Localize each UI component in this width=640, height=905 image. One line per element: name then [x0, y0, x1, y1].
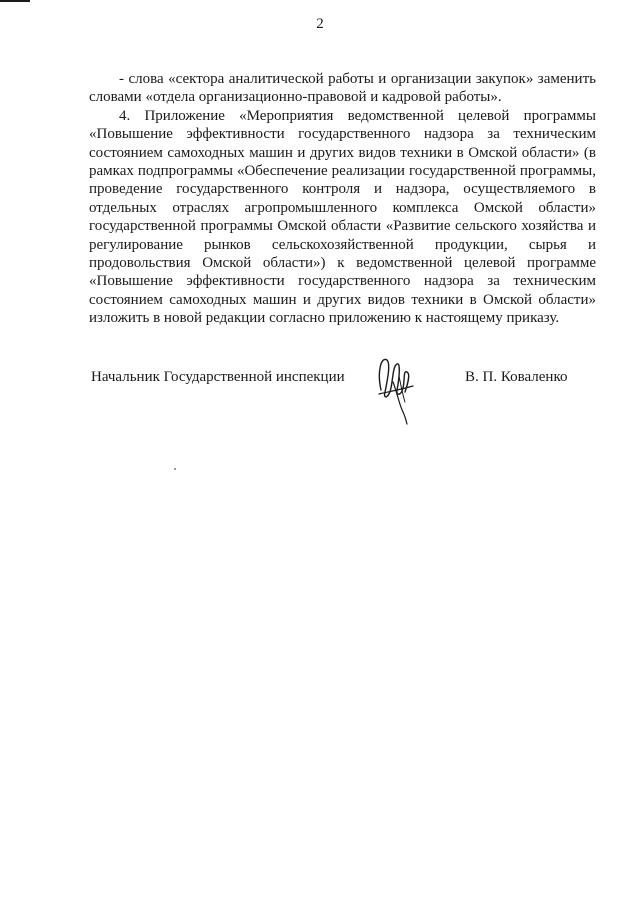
- paragraph-replacement-clause: - слова «сектора аналитической работы и организации закупок» заменить словами «отдела организационно-правовой и кадровой работы».: [89, 71, 596, 106]
- handwritten-signature: [373, 352, 423, 426]
- signature-block: [89, 368, 569, 438]
- document-body: [89, 70, 596, 328]
- signer-title: Начальник Государственной инспекции: [91, 369, 345, 385]
- page-number: 2: [316, 16, 324, 32]
- paragraph-appendix-clause: 4. Приложение «Мероприятия ведомственной целевой программы «Повышение эффективности государственного надзора за техническим состоянием самоходных машин и других видов техники в Омской области» (в рамках подпрограммы «Обеспечение реализации государственной программы, проведение государственного контроля и надзора, осуществляемого в отдельных отраслях агропромышленного комплекса Омской области» государственной программы Омской области «Развитие сельского хозяйства и регулирование рынков сельскохозяйственной продукции, сырья и продовольствия Омской области») к ведомственной целевой программе «Повышение эффективности государственного надзора за техническим состоянием самоходных машин и других видов техники в Омской области» изложить в новой редакции согласно приложению к настоящему приказу.: [89, 107, 596, 327]
- scan-speck: [174, 468, 176, 470]
- scan-corner-mark: [0, 0, 30, 2]
- signer-name: В. П. Коваленко: [465, 369, 568, 385]
